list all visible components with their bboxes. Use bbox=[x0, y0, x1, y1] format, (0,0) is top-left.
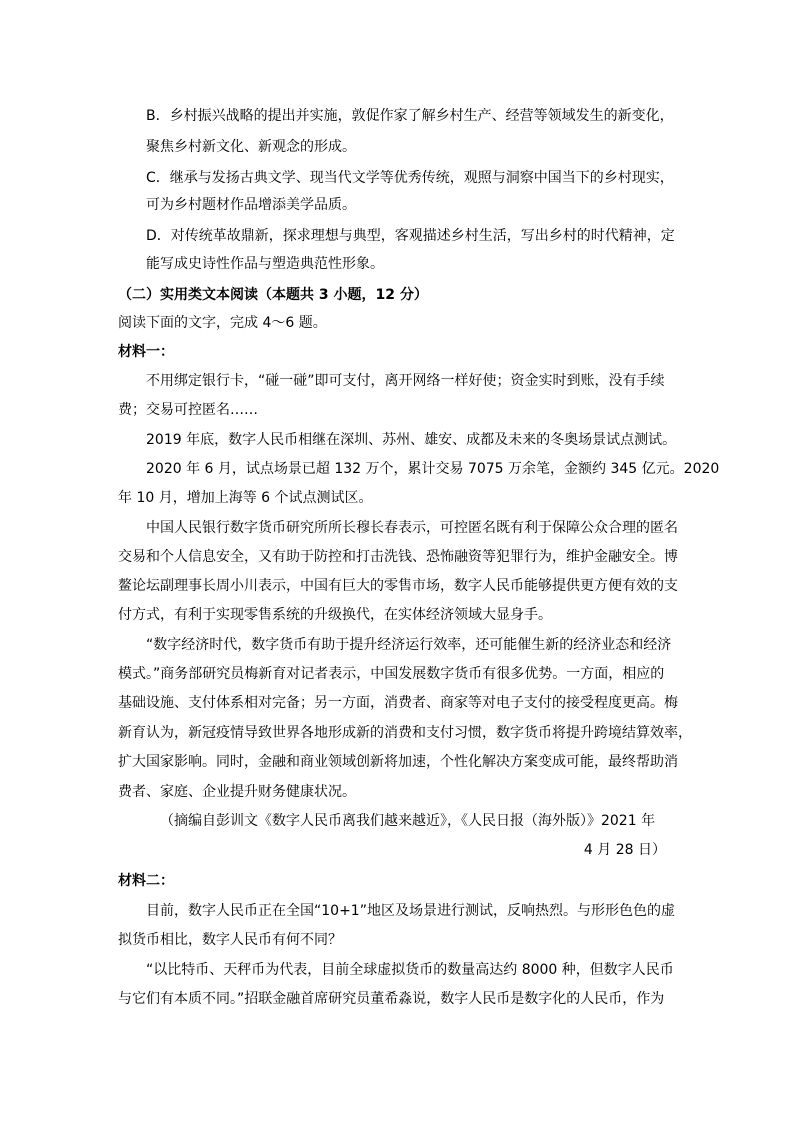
material-2-line: 拟货币相比，数字人民币有何不同？ bbox=[118, 932, 342, 948]
section-instruction: 阅读下面的文字，完成 4～6 题。 bbox=[118, 315, 327, 331]
material-1-source-line-1: （摘编自彭训文《数字人民币离我们越来越近》，《人民日报（海外版）》2021 年 bbox=[160, 813, 656, 829]
material-1-line: 扩大国家影响。同时，金融和商业领域创新将加速，个性化解决方案变成可能，最终帮助消 bbox=[118, 754, 678, 770]
material-1-line: 中国人民银行数字货币研究所所长穆长春表示，可控匿名既有利于保障公众合理的匿名 bbox=[146, 520, 678, 536]
material-2-line: 目前，数字人民币正在全国“10+1”地区及场景进行测试，反响热烈。与形形色色的虚 bbox=[146, 903, 675, 919]
material-2-line: 与它们有本质不同。”招联金融首席研究员董希淼说，数字人民币是数字化的人民币，作为 bbox=[118, 991, 665, 1007]
material-1-line: 鳌论坛副理事长周小川表示，中国有巨大的零售市场，数字人民币能够提供更方便有效的支 bbox=[118, 578, 678, 594]
material-2-title: 材料二： bbox=[118, 873, 174, 889]
material-1-line: 基础设施、支付体系相对完备；另一方面，消费者、商家等对电子支付的接受程度更高。梅 bbox=[118, 695, 678, 711]
option-d-line-2: 能写成史诗性作品与塑造典范性形象。 bbox=[146, 256, 384, 272]
material-1-line: 不用绑定银行卡，“碰一碰”即可支付，离开网络一样好使；资金实时到账，没有手续 bbox=[146, 373, 665, 389]
material-2-line: “以比特币、天秤币为代表，目前全球虚拟货币的数量高达约 8000 种，但数字人民币 bbox=[146, 962, 674, 978]
material-1-line: 交易和个人信息安全，又有助于防控和打击洗钱、恐怖融资等犯罪行为，维护金融安全。博 bbox=[118, 549, 678, 565]
material-1-line: 费；交易可控匿名…… bbox=[118, 402, 258, 418]
material-1-title: 材料一： bbox=[118, 344, 174, 360]
material-1-line: 付方式，有利于实现零售系统的升级换代，在实体经济领域大显身手。 bbox=[118, 607, 552, 623]
material-1-line: 费者、家庭、企业提升财务健康状况。 bbox=[118, 784, 356, 800]
material-1-source-line-2: 4 月 28 日） bbox=[583, 842, 666, 858]
option-b-line-1: B．乡村振兴战略的提出并实施，敦促作家了解乡村生产、经营等领域发生的新变化， bbox=[146, 108, 674, 124]
section-heading: （二）实用类文本阅读（本题共 3 小题，12 分） bbox=[118, 287, 428, 303]
option-c-line-2: 可为乡村题材作品增添美学品质。 bbox=[146, 197, 356, 213]
material-1-line: 2020 年 6 月，试点场景已超 132 万个，累计交易 7075 万余笔，金额约 345 亿元。2020 bbox=[146, 461, 720, 477]
material-1-line: 年 10 月，增加上海等 6 个试点测试区。 bbox=[118, 490, 373, 506]
material-1-line: 2019 年底，数字人民币相继在深圳、苏州、雄安、成都及未来的冬奥场景试点测试。 bbox=[146, 432, 677, 448]
material-1-line: “数字经济时代，数字货币有助于提升经济运行效率，还可能催生新的经济业态和经济 bbox=[146, 637, 672, 653]
material-1-line: 新育认为，新冠疫情导致世界各地形成新的消费和支付习惯，数字货币将提升跨境结算效率， bbox=[118, 725, 692, 741]
option-d-line-1: D．对传统革故鼎新，探求理想与典型，客观描述乡村生活，写出乡村的时代精神，定 bbox=[146, 228, 675, 244]
option-c-line-1: C．继承与发扬古典文学、现当代文学等优秀传统，观照与洞察中国当下的乡村现实， bbox=[146, 170, 674, 186]
option-b-line-2: 聚焦乡村新文化、新观念的形成。 bbox=[146, 139, 356, 155]
material-1-line: 模式。”商务部研究员梅新育对记者表示，中国发展数字货币有很多优势。一方面，相应的 bbox=[118, 666, 665, 682]
